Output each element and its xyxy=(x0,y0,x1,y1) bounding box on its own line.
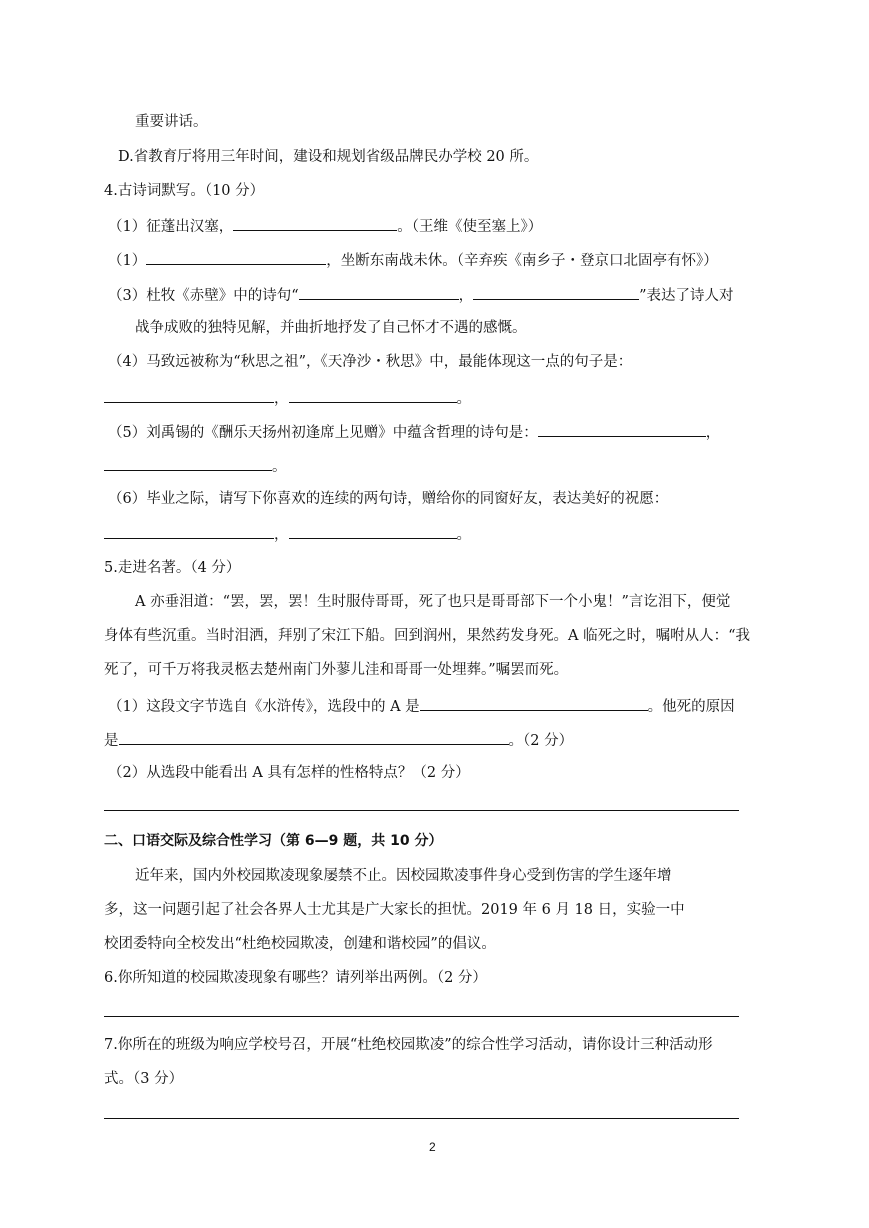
q4-6-answer-line xyxy=(104,523,471,545)
option-d: D.省教育厅将用三年时间，建设和规划省级品牌民办学校 20 所。 xyxy=(118,149,539,165)
q5-1-prompt: （1）这段文字节选自《水浒传》，选段中的 A 是 xyxy=(108,699,420,715)
q4-5-prompt: （5）刘禹锡的《酬乐天扬州初逢席上见赠》中蕴含哲理的诗句是： xyxy=(108,425,538,441)
section-2-heading: 二、口语交际及综合性学习（第 6—9 题，共 10 分） xyxy=(104,833,443,849)
q4-item-5 xyxy=(108,421,720,443)
end-mark: 。 xyxy=(456,527,471,543)
question-6: 6.你所知道的校园欺凌现象有哪些？请列举出两例。（2 分） xyxy=(104,970,487,986)
q4-item-3 xyxy=(108,284,734,306)
q4-4-answer-line xyxy=(104,387,471,409)
separator: ， xyxy=(458,288,474,304)
text-line: 重要讲话。 xyxy=(135,114,208,130)
passage-line: 校团委特向全校发出“杜绝校园欺凌，创建和谐校园”的倡议。 xyxy=(104,936,496,952)
answer-blank[interactable] xyxy=(289,523,457,539)
passage-line: 多，这一问题引起了社会各界人士尤其是广大家长的担忧。2019 年 6 月 18 日，实验一中 xyxy=(104,902,685,918)
end-mark: 。 xyxy=(272,459,287,475)
separator: ， xyxy=(274,527,289,543)
page-number: 2 xyxy=(429,1140,436,1154)
answer-blank[interactable] xyxy=(119,729,509,745)
q4-1-prompt: （1）征蓬出汉塞， xyxy=(108,219,234,235)
q5-item-2: （2）从选段中能看出 A 具有怎样的性格特点？（2 分） xyxy=(108,765,470,781)
q4-2-number: （1） xyxy=(108,253,147,269)
answer-blank[interactable] xyxy=(104,387,274,403)
q5-1-tail: 。他死的原因 xyxy=(647,699,735,715)
answer-blank[interactable] xyxy=(299,284,459,300)
answer-blank[interactable] xyxy=(233,215,397,231)
answer-blank[interactable] xyxy=(289,387,457,403)
q4-item-4: （4）马致远被称为“秋思之祖”，《天净沙・秋思》中，最能体现这一点的句子是： xyxy=(108,354,633,370)
q4-5-answer-line xyxy=(104,455,287,477)
answer-blank[interactable] xyxy=(104,523,274,539)
answer-line[interactable] xyxy=(104,1118,739,1119)
q5-1-continuation xyxy=(104,729,573,751)
question-5-title: 5.走进名著。（4 分） xyxy=(104,560,241,576)
q4-2-source: ，坐断东南战未休。（辛弃疾《南乡子・登京口北固亭有怀》） xyxy=(326,253,718,269)
passage-line: 近年来，国内外校园欺凌现象屡禁不止。因校园欺凌事件身心受到伤害的学生逐年增 xyxy=(135,868,672,884)
q5-1-lead: 是 xyxy=(104,733,119,749)
question-4-title: 4.古诗词默写。（10 分） xyxy=(104,183,265,199)
q4-item-2 xyxy=(108,249,718,271)
q4-1-source: 。（王维《使至塞上》） xyxy=(397,219,543,235)
answer-blank[interactable] xyxy=(473,284,639,300)
answer-line[interactable] xyxy=(104,810,739,811)
separator: ， xyxy=(705,425,721,441)
separator: ， xyxy=(274,391,289,407)
q4-3-prompt: （3）杜牧《赤壁》中的诗句“ xyxy=(108,288,299,304)
q4-3-continuation: 战争成败的独特见解，并曲折地抒发了自己怀才不遇的感慨。 xyxy=(135,320,527,336)
question-7: 7.你所在的班级为响应学校号召，开展“杜绝校园欺凌”的综合性学习活动，请你设计三种活动形 xyxy=(104,1037,713,1053)
q4-item-6: （6）毕业之际，请写下你喜欢的连续的两句诗，赠给你的同窗好友，表达美好的祝愿： xyxy=(108,491,669,507)
answer-line[interactable] xyxy=(104,1016,739,1017)
answer-blank[interactable] xyxy=(146,249,326,265)
passage-line: A 亦垂泪道：“罢，罢，罢！生时服侍哥哥，死了也只是哥哥部下一个小鬼！”言讫泪下，便觉 xyxy=(135,594,731,610)
q5-item-1 xyxy=(108,695,735,717)
passage-line: 身体有些沉重。当时泪洒，拜别了宋江下船。回到润州，果然药发身死。A 临死之时，嘱咐从人：“我 xyxy=(104,628,750,644)
q4-item-1 xyxy=(108,215,542,237)
question-7-continuation: 式。（3 分） xyxy=(104,1071,184,1087)
q5-1-score: 。（2 分） xyxy=(508,733,574,749)
end-mark: 。 xyxy=(456,391,471,407)
q4-3-tail: ”表达了诗人对 xyxy=(639,288,734,304)
answer-blank[interactable] xyxy=(420,695,648,711)
passage-line: 死了，可千万将我灵柩去楚州南门外蓼儿洼和哥哥一处埋葬。”嘱罢而死。 xyxy=(104,662,569,678)
answer-blank[interactable] xyxy=(538,421,706,437)
answer-blank[interactable] xyxy=(104,455,272,471)
